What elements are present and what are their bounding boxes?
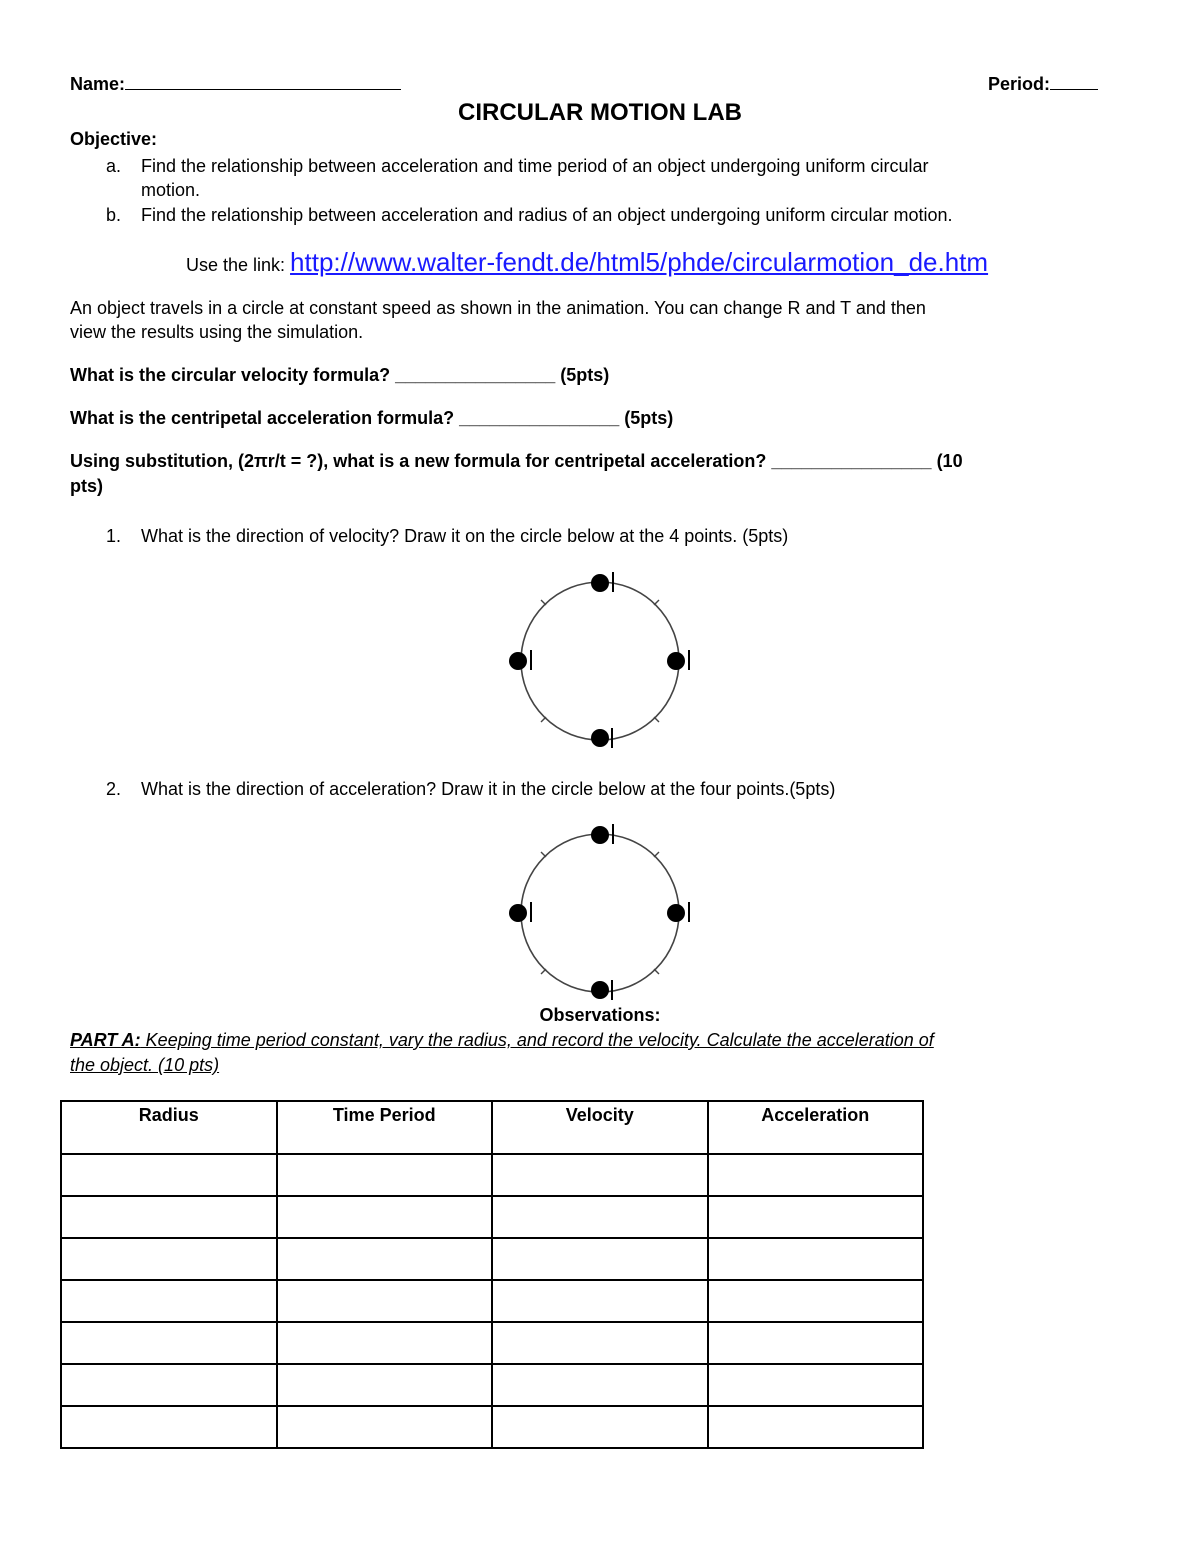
table-cell[interactable] [277,1364,493,1406]
point-right [667,652,685,670]
question-1-text: What is the direction of velocity? Draw it on the circle below at the 4 points. (5pts) [141,526,789,546]
table-cell[interactable] [492,1364,708,1406]
question-substitution-line1: Using substitution, (2πr/t = ?), what is a new formula for centripetal acceleration? ________________ (10 [70,451,963,471]
table-cell[interactable] [61,1154,277,1196]
table-row [61,1406,923,1448]
name-field[interactable] [70,73,401,95]
part-a-label: PART A: [70,1030,141,1050]
part-a-line1 [70,1029,934,1051]
part-a-text-line1: Keeping time period constant, vary the radius, and record the velocity. Calculate the acceleration of [140,1030,934,1050]
objective-a-line1: Find the relationship between acceleration and time period of an object undergoing uniform circular [141,156,929,176]
table-cell[interactable] [277,1196,493,1238]
table-cell[interactable] [492,1238,708,1280]
objective-label: Objective: [70,129,158,149]
point-top [591,826,609,844]
header-radius: Radius [61,1101,277,1154]
header-velocity: Velocity [492,1101,708,1154]
question-2-marker: 2. [106,779,122,799]
table-cell[interactable] [492,1196,708,1238]
point-right [667,904,685,922]
table-cell[interactable] [708,1364,924,1406]
tick-mark [541,969,546,974]
objective-a-line2: motion. [141,180,201,200]
objective-b-marker: b. [106,205,122,225]
table-row [61,1238,923,1280]
question-substitution-line2: pts) [70,476,103,496]
tick-mark [541,717,546,722]
table-cell[interactable] [61,1364,277,1406]
table-cell[interactable] [708,1322,924,1364]
table-cell[interactable] [61,1238,277,1280]
velocity-circle-diagram[interactable] [500,568,700,753]
intro-line2: view the results using the simulation. [70,322,364,342]
table-cell[interactable] [61,1280,277,1322]
point-bottom [591,729,609,747]
tick-mark [654,852,659,857]
point-left [509,652,527,670]
table-row [61,1154,923,1196]
table-cell[interactable] [61,1322,277,1364]
table-row [61,1196,923,1238]
point-bottom [591,981,609,999]
question-2-text: What is the direction of acceleration? Draw it in the circle below at the four points.(5pts) [141,779,836,799]
table-cell[interactable] [708,1406,924,1448]
acceleration-circle-diagram[interactable] [500,820,700,1005]
objective-b-line1: Find the relationship between acceleration and radius of an object undergoing uniform circular motion. [141,205,953,225]
header-acceleration: Acceleration [708,1101,924,1154]
period-field[interactable] [988,73,1098,95]
table-cell[interactable] [708,1238,924,1280]
table-cell[interactable] [277,1154,493,1196]
table-row [61,1322,923,1364]
part-a-text-line2: the object. (10 pts) [70,1055,220,1075]
table-header-row [61,1101,923,1154]
intro-line1: An object travels in a circle at constant speed as shown in the animation. You can change R and T and then [70,298,926,318]
table-cell[interactable] [61,1196,277,1238]
question-centripetal-formula: What is the centripetal acceleration formula? ________________ (5pts) [70,408,674,428]
table-cell[interactable] [277,1322,493,1364]
name-blank[interactable] [125,73,401,90]
acceleration-circle-path [521,834,679,992]
question-1-marker: 1. [106,526,122,546]
table-cell[interactable] [708,1280,924,1322]
tick-mark [654,717,659,722]
table-cell[interactable] [492,1406,708,1448]
tick-mark [541,600,546,605]
page-title: CIRCULAR MOTION LAB [458,99,742,126]
table-row [61,1280,923,1322]
table-cell[interactable] [492,1280,708,1322]
link-prefix: Use the link: [186,255,291,275]
period-label: Period: [988,74,1051,94]
table-cell[interactable] [61,1406,277,1448]
simulation-link[interactable]: http://www.walter-fendt.de/html5/phde/circularmotion_de.htm [290,247,989,277]
tick-mark [654,969,659,974]
data-table [60,1100,924,1449]
point-left [509,904,527,922]
table-cell[interactable] [708,1196,924,1238]
table-cell[interactable] [708,1154,924,1196]
name-label: Name: [70,74,126,94]
link-line [186,246,988,281]
period-blank[interactable] [1050,73,1098,90]
point-top [591,574,609,592]
velocity-circle-path [521,582,679,740]
tick-mark [541,852,546,857]
tick-mark [654,600,659,605]
observations-heading: Observations: [539,1005,661,1025]
table-row [61,1364,923,1406]
table-cell[interactable] [492,1154,708,1196]
question-velocity-formula: What is the circular velocity formula? ________________ (5pts) [70,365,610,385]
table-cell[interactable] [277,1280,493,1322]
objective-a-marker: a. [106,156,122,176]
table-cell[interactable] [277,1406,493,1448]
header-time-period: Time Period [277,1101,493,1154]
table-cell[interactable] [492,1322,708,1364]
table-cell[interactable] [277,1238,493,1280]
